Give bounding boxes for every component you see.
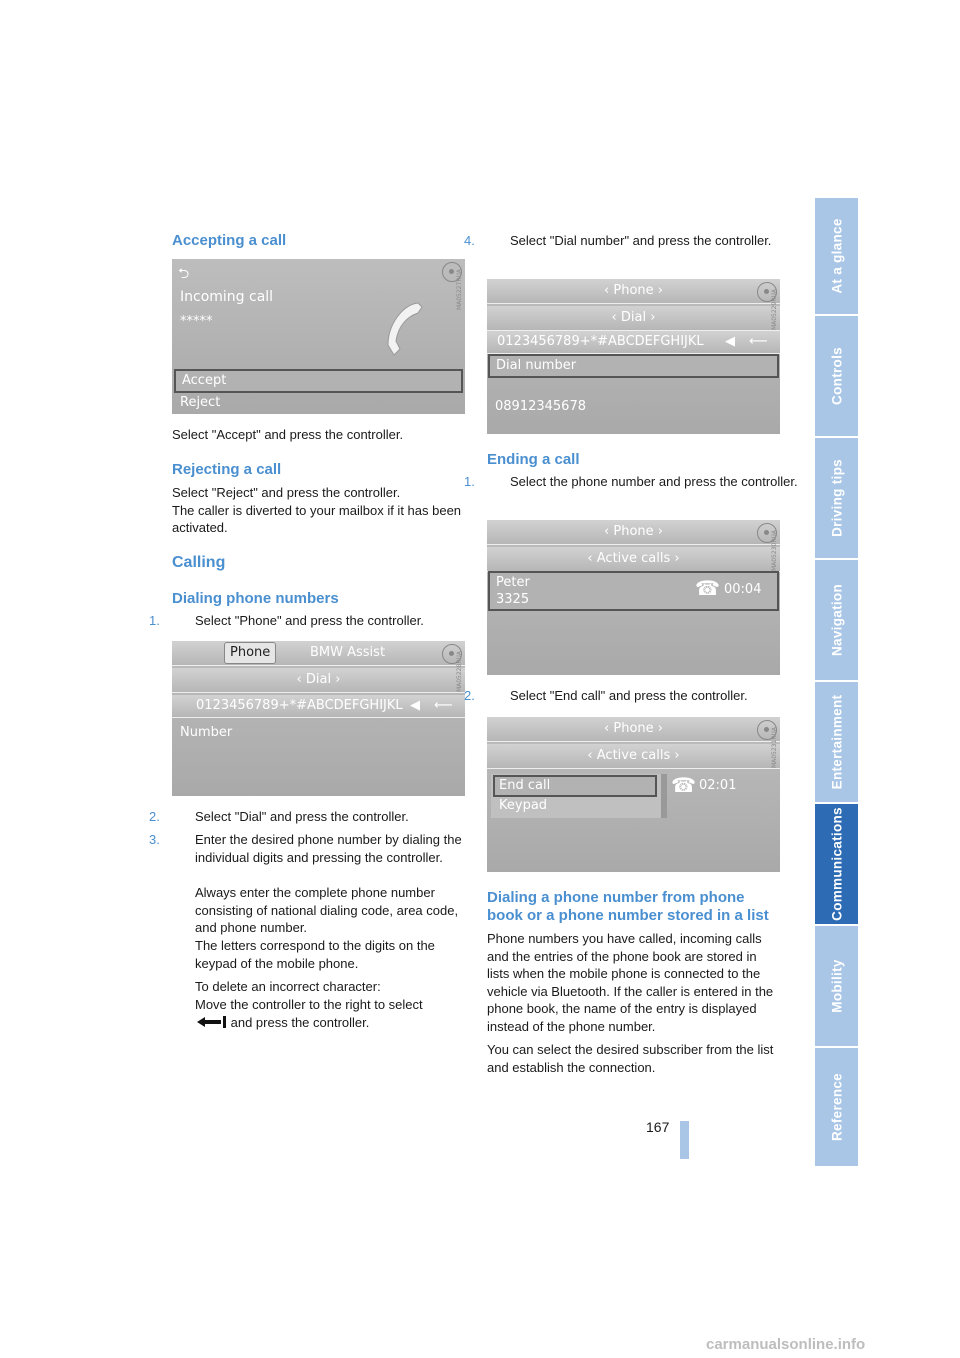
incoming-title: Incoming call xyxy=(180,289,274,305)
tab-navigation[interactable]: Navigation xyxy=(815,560,858,682)
reject-text: Select "Reject" and press the controller. The caller is diverted to your mailbox if it has been activated. xyxy=(172,485,462,535)
backspace-icon[interactable]: ⟵ xyxy=(434,698,453,713)
screen-end-call xyxy=(487,717,780,872)
tab-reference[interactable]: Reference xyxy=(815,1048,858,1168)
phone-label[interactable]: ‹ Phone › xyxy=(604,524,663,539)
number-field: Number xyxy=(180,725,233,740)
digit-list[interactable]: 0123456789+*#ABCDEFGHIJKL xyxy=(196,698,403,713)
page-marker xyxy=(680,1121,689,1159)
phone-bar xyxy=(487,717,780,742)
entered-number: 08912345678 xyxy=(495,399,586,414)
screen-active-call xyxy=(487,520,780,675)
watermark: carmanualsonline.info xyxy=(706,1336,866,1353)
active-calls-bar xyxy=(487,744,780,769)
heading-accepting: Accepting a call xyxy=(172,232,287,249)
dial-bar xyxy=(172,668,465,693)
digit-row xyxy=(487,331,780,354)
call-timer: 02:01 xyxy=(699,778,737,793)
step-1: 1. Select "Phone" and press the controller. xyxy=(149,613,424,628)
handset-icon: ☎ xyxy=(671,773,696,797)
handset-icon xyxy=(382,299,427,359)
tab-bmw-assist[interactable]: BMW Assist xyxy=(310,645,386,660)
menu-tab-bar xyxy=(172,641,465,666)
tab-at-a-glance[interactable]: At a glance xyxy=(815,198,858,316)
page-number: 167 xyxy=(646,1119,670,1135)
phone-label[interactable]: ‹ Phone › xyxy=(604,721,663,736)
dial-bar xyxy=(487,306,780,331)
caller-name: Peter xyxy=(496,575,530,590)
caller-number: 3325 xyxy=(496,592,530,607)
active-call-entry[interactable] xyxy=(488,571,779,611)
step-4: 4. Select "Dial number" and press the controller. xyxy=(464,233,772,248)
end-step-2: 2. Select "End call" and press the controller. xyxy=(464,688,748,703)
image-code: MA05227RUA xyxy=(456,269,463,311)
step-3-delete: To delete an incorrect character: xyxy=(195,979,381,994)
active-calls-label[interactable]: ‹ Active calls › xyxy=(587,748,680,763)
step-3-note: Always enter the complete phone number consisting of national dialing code, area code, and phone number. xyxy=(195,885,459,935)
tab-mobility[interactable]: Mobility xyxy=(815,926,858,1048)
backspace-icon[interactable]: ⟵ xyxy=(749,334,768,349)
step-3: 3. Enter the desired phone number by dialing the individual digits and pressing the controller. xyxy=(149,832,462,865)
phone-label[interactable]: ‹ Phone › xyxy=(604,283,663,298)
handset-icon: ☎ xyxy=(695,576,720,600)
heading-ending: Ending a call xyxy=(487,451,580,468)
list-paragraph-2: You can select the desired subscriber from the list and establish the connection. xyxy=(487,1042,774,1075)
step-3-letters: The letters correspond to the digits on the keypad of the mobile phone. xyxy=(195,938,435,971)
incoming-number: ***** xyxy=(180,314,213,329)
tab-communications[interactable]: Communications xyxy=(815,804,858,926)
screen-phone-menu xyxy=(172,641,465,796)
back-icon: ⮌ xyxy=(178,266,190,282)
screen-dial-number xyxy=(487,279,780,434)
backspace-icon xyxy=(195,1015,227,1029)
image-code: MA05230RUA xyxy=(771,530,778,572)
heading-calling: Calling xyxy=(172,554,226,571)
tab-phone[interactable]: Phone xyxy=(224,642,276,664)
step-3-final: and press the controller. xyxy=(195,1014,369,1032)
heading-dialing: Dialing phone numbers xyxy=(172,590,339,607)
accept-option[interactable]: Accept xyxy=(174,369,463,393)
image-code: MA05231RUA xyxy=(771,727,778,769)
image-code: MA05228RUA xyxy=(456,651,463,693)
heading-dialing-list: Dialing a phone number from phone book or a phone number stored in a list xyxy=(487,889,769,924)
step-3-move: Move the controller to the right to select xyxy=(195,997,423,1012)
keypad-option[interactable]: Keypad xyxy=(499,798,548,813)
phone-bar xyxy=(487,279,780,304)
image-code: MA05229RUA xyxy=(771,289,778,331)
active-calls-label[interactable]: ‹ Active calls › xyxy=(587,551,680,566)
play-icon: ◀ xyxy=(725,334,735,349)
tab-entertainment[interactable]: Entertainment xyxy=(815,682,858,804)
side-tab-strip xyxy=(815,198,858,1168)
tab-controls[interactable]: Controls xyxy=(815,316,858,438)
end-call-option[interactable]: End call xyxy=(493,775,657,797)
phone-bar xyxy=(487,520,780,545)
accept-text: Select "Accept" and press the controller. xyxy=(172,427,404,442)
screen-incoming-call xyxy=(172,259,465,414)
heading-rejecting: Rejecting a call xyxy=(172,461,282,478)
digit-row xyxy=(172,695,465,718)
reject-option[interactable]: Reject xyxy=(180,395,221,410)
end-step-1: 1. Select the phone number and press the controller. xyxy=(464,474,798,489)
active-calls-bar xyxy=(487,547,780,572)
dial-label[interactable]: ‹ Dial › xyxy=(611,310,656,325)
call-timer: 00:04 xyxy=(724,582,762,597)
dial-number-option[interactable]: Dial number xyxy=(488,354,779,378)
dial-label[interactable]: ‹ Dial › xyxy=(296,672,341,687)
list-paragraph-1: Phone numbers you have called, incoming calls and the entries of the phone book are stored in lists when the mobile phone is connected to the vehicle via Bluetooth. If the caller is entered in the phone book, the name of the entry is displayed instead of the phone number. xyxy=(487,931,774,1034)
digit-list[interactable]: 0123456789+*#ABCDEFGHIJKL xyxy=(497,334,704,349)
play-icon: ◀ xyxy=(410,698,420,713)
tab-driving-tips[interactable]: Driving tips xyxy=(815,438,858,560)
step-2: 2. Select "Dial" and press the controller. xyxy=(149,809,409,824)
